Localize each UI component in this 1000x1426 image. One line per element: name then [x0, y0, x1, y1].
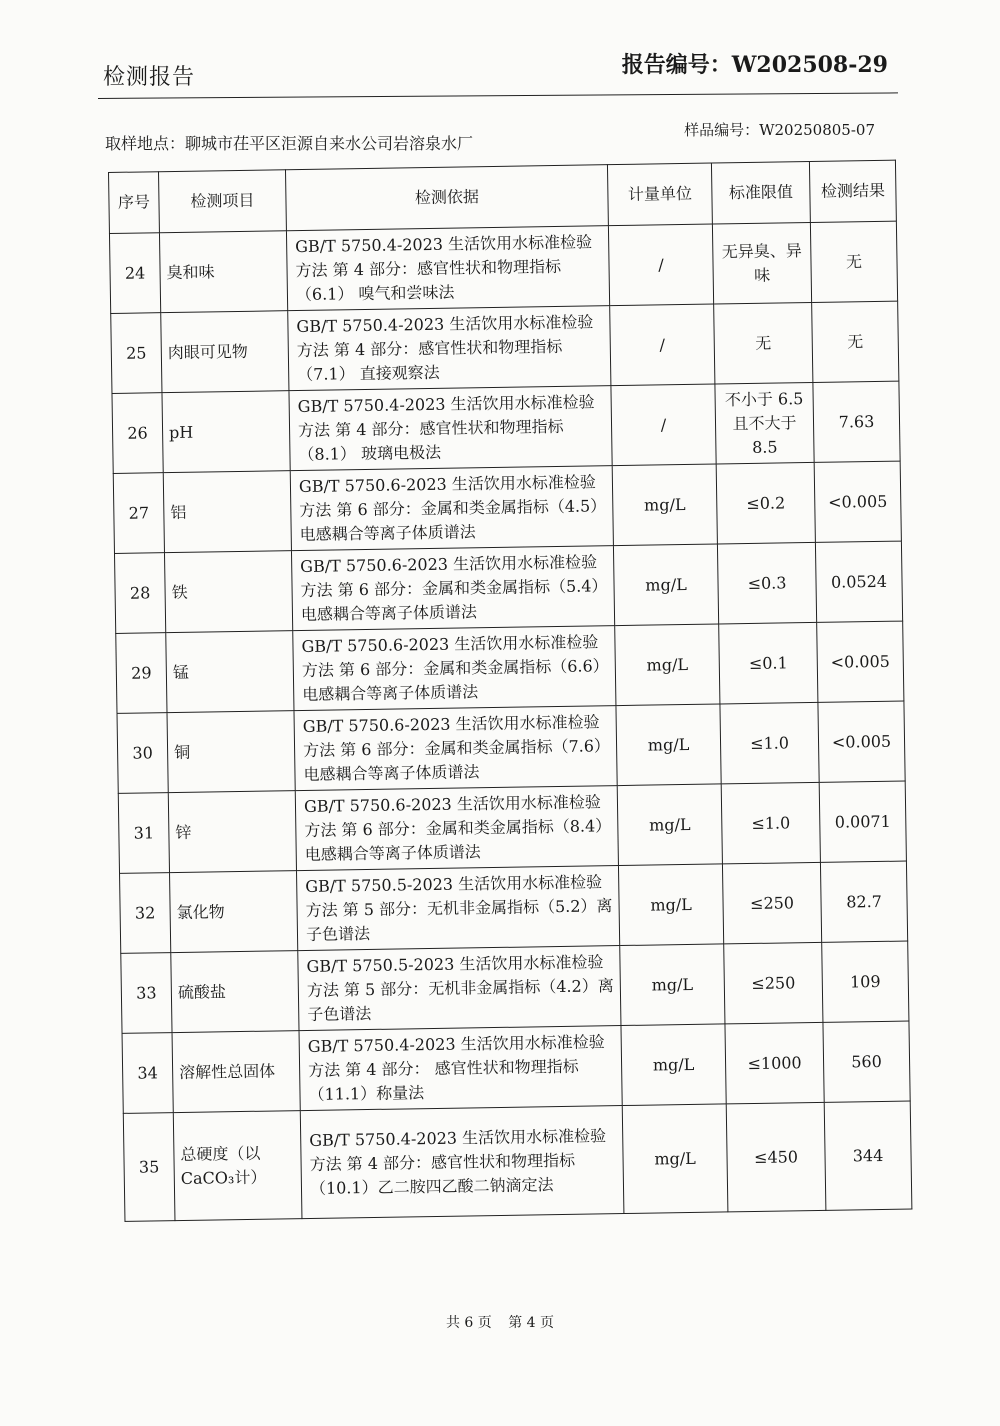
cell-result: 344 — [824, 1101, 912, 1210]
cell-result: 7.63 — [813, 381, 900, 462]
table-row — [118, 781, 906, 873]
cell-basis: GB/T 5750.6-2023 生活饮用水标准检验方法 第 6 部分：金属和类金属指标（8.4）电感耦合等离子体质谱法 — [295, 786, 618, 871]
cell-no: 24 — [109, 233, 160, 314]
cell-item: 铝 — [163, 471, 291, 553]
cell-unit: / — [611, 384, 716, 466]
cell-limit: 不小于 6.5 且不大于 8.5 — [715, 382, 814, 464]
col-header-basis: 检测依据 — [285, 165, 608, 231]
cell-unit: mg/L — [613, 544, 718, 626]
cell-result: <0.005 — [814, 461, 901, 542]
report-title: 检测报告 — [103, 65, 196, 90]
cell-no: 25 — [111, 313, 162, 394]
cell-no: 26 — [112, 393, 163, 474]
cell-no: 33 — [121, 953, 172, 1034]
cell-basis: GB/T 5750.5-2023 生活饮用水标准检验方法 第 5 部分：无机非金属指标（4.2）离子色谱法 — [298, 946, 621, 1031]
cell-unit: mg/L — [616, 704, 721, 786]
col-header-limit: 标准限值 — [711, 161, 810, 224]
cell-limit: 无异臭、异味 — [712, 222, 811, 304]
col-header-unit: 计量单位 — [607, 163, 712, 226]
cell-basis: GB/T 5750.4-2023 生活饮用水标准检验方法 第 4 部分：感官性状和物理指标 （10.1）乙二胺四乙酸二钠滴定法 — [300, 1106, 624, 1219]
results-table — [108, 160, 912, 1222]
report-number: 报告编号：W202508-29 — [621, 52, 888, 78]
page-current: 第 4 页 — [508, 1315, 555, 1331]
page-footer — [0, 1312, 1000, 1332]
cell-item: 总硬度（以CaCO₃计） — [173, 1111, 302, 1221]
table-row — [121, 941, 909, 1033]
sample-number: 样品编号：W20250805-07 — [684, 121, 875, 139]
cell-no: 32 — [120, 873, 171, 954]
cell-item: 硫酸盐 — [171, 951, 299, 1033]
table-row — [109, 221, 897, 313]
header-divider — [98, 92, 898, 99]
results-table-wrapper — [108, 160, 912, 1222]
cell-result: 560 — [823, 1021, 910, 1102]
table-row — [114, 541, 902, 633]
cell-item: pH — [162, 391, 290, 473]
cell-basis: GB/T 5750.6-2023 生活饮用水标准检验方法 第 6 部分：金属和类金属指标（6.6）电感耦合等离子体质谱法 — [293, 626, 616, 711]
col-header-no: 序号 — [109, 172, 160, 234]
cell-limit: ≤0.3 — [717, 542, 816, 624]
cell-basis: GB/T 5750.5-2023 生活饮用水标准检验方法 第 5 部分：无机非金属指标（5.2）离子色谱法 — [296, 866, 619, 951]
table-row — [113, 461, 901, 553]
cell-result: 0.0071 — [819, 781, 906, 862]
cell-no: 27 — [113, 473, 164, 554]
cell-no: 29 — [116, 633, 167, 714]
table-row — [117, 701, 905, 793]
table-row — [120, 861, 908, 953]
cell-basis: GB/T 5750.4-2023 生活饮用水标准检验方法 第 4 部分：感官性状和物理指标（7.1） 直接观察法 — [288, 306, 611, 391]
cell-item: 臭和味 — [159, 231, 287, 313]
cell-unit: / — [610, 304, 715, 386]
cell-limit: ≤1000 — [725, 1022, 824, 1104]
table-row — [111, 301, 899, 393]
cell-limit: ≤1.0 — [721, 782, 820, 864]
cell-result: 无 — [810, 221, 897, 302]
cell-item: 锌 — [168, 791, 296, 873]
cell-limit: ≤250 — [724, 942, 823, 1024]
cell-basis: GB/T 5750.4-2023 生活饮用水标准检验方法 第 4 部分：感官性状和物理指标（6.1） 嗅气和尝味法 — [286, 226, 609, 311]
cell-basis: GB/T 5750.6-2023 生活饮用水标准检验方法 第 6 部分：金属和类金属指标（5.4）电感耦合等离子体质谱法 — [291, 546, 614, 631]
cell-unit: mg/L — [617, 784, 722, 866]
cell-unit: mg/L — [620, 944, 725, 1026]
cell-limit: ≤1.0 — [720, 702, 819, 784]
cell-no: 31 — [118, 793, 169, 874]
cell-unit: / — [608, 224, 713, 306]
cell-limit: ≤450 — [726, 1102, 826, 1212]
cell-result: 82.7 — [820, 861, 907, 942]
cell-unit: mg/L — [618, 864, 723, 946]
cell-item: 铁 — [164, 551, 292, 633]
cell-limit: ≤0.2 — [716, 462, 815, 544]
cell-result: 0.0524 — [815, 541, 902, 622]
cell-basis: GB/T 5750.6-2023 生活饮用水标准检验方法 第 6 部分：金属和类金属指标（7.6）电感耦合等离子体质谱法 — [294, 706, 617, 791]
col-header-result: 检测结果 — [809, 160, 896, 222]
cell-result: 无 — [812, 301, 899, 382]
table-row — [112, 381, 900, 473]
cell-basis: GB/T 5750.4-2023 生活饮用水标准检验方法 第 4 部分：感官性状和物理指标（8.1） 玻璃电极法 — [289, 386, 612, 471]
cell-basis: GB/T 5750.6-2023 生活饮用水标准检验方法 第 6 部分：金属和类金属指标（4.5）电感耦合等离子体质谱法 — [290, 466, 613, 551]
cell-basis: GB/T 5750.4-2023 生活饮用水标准检验方法 第 4 部分： 感官性状和物理指标（11.1）称量法 — [299, 1026, 622, 1111]
page-total: 共 6 页 — [445, 1315, 492, 1331]
cell-limit: ≤250 — [722, 862, 821, 944]
cell-result: 109 — [822, 941, 909, 1022]
cell-result: <0.005 — [818, 701, 905, 782]
table-row — [122, 1021, 910, 1113]
cell-no: 35 — [123, 1113, 175, 1222]
cell-item: 溶解性总固体 — [172, 1031, 300, 1113]
table-row — [123, 1101, 912, 1221]
cell-no: 34 — [122, 1033, 173, 1114]
table-row — [116, 621, 904, 713]
cell-item: 铜 — [167, 711, 295, 793]
cell-item: 氯化物 — [170, 871, 298, 953]
cell-item: 锰 — [166, 631, 294, 713]
sampling-location: 取样地点：聊城市茌平区洰源自来水公司岩溶泉水厂 — [105, 134, 474, 153]
cell-item: 肉眼可见物 — [161, 311, 289, 393]
cell-unit: mg/L — [612, 464, 717, 546]
cell-no: 30 — [117, 713, 168, 794]
cell-unit: mg/L — [615, 624, 720, 706]
col-header-item: 检测项目 — [159, 170, 287, 233]
cell-unit: mg/L — [622, 1104, 728, 1214]
cell-result: <0.005 — [817, 621, 904, 702]
cell-no: 28 — [114, 553, 165, 634]
cell-limit: ≤0.1 — [719, 622, 818, 704]
cell-limit: 无 — [714, 302, 813, 384]
cell-unit: mg/L — [621, 1024, 726, 1106]
